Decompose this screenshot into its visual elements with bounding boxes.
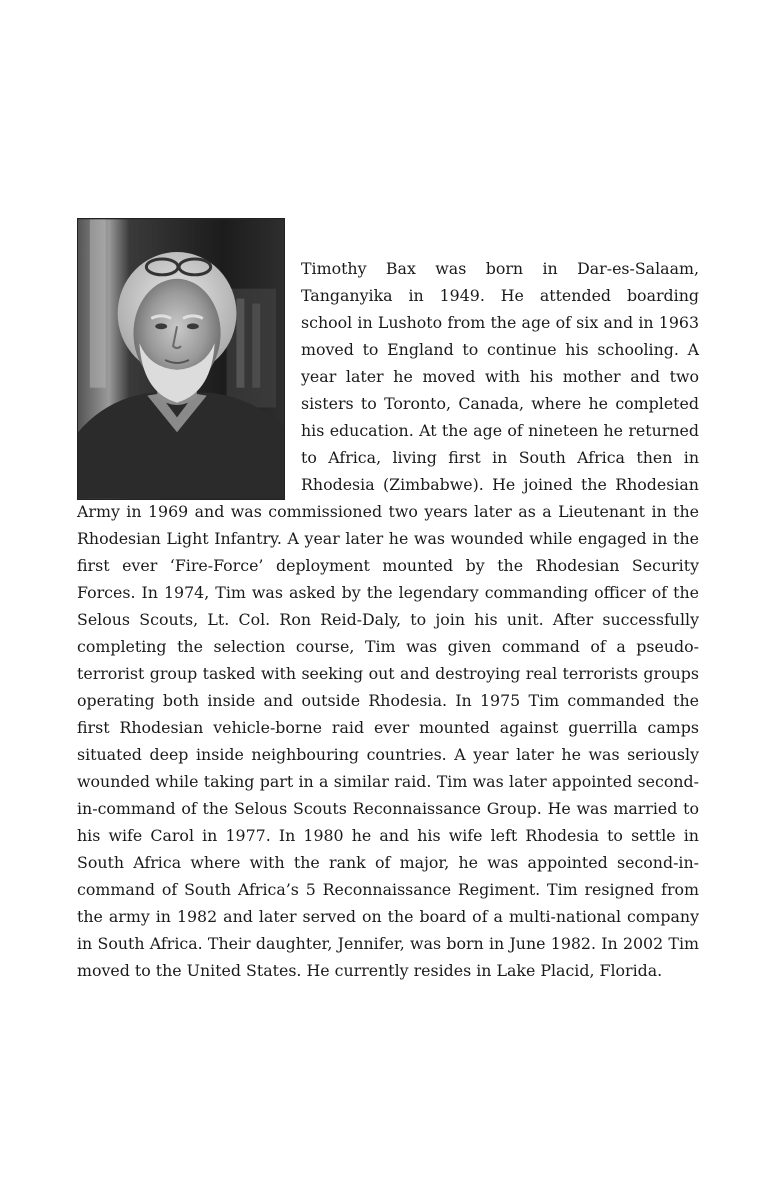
author-biography — [77, 255, 699, 984]
biography-text: Timothy Bax was born in Dar-es-Salaam, Tanganyika in 1949. He attended boarding school in Lushoto from the age of six and in 1963 moved to England to continue his schooling. A year later he moved with his mother and two sisters to Toronto, Canada, where he completed his education. At the age of nineteen he returned to Africa, living first in South Africa then in Rhodesia (Zimbabwe). He joined the Rhodesian Army in 1969 and was commissioned two years later as a Lieutenant in the Rhodesian Light Infantry. A year later he was wounded while engaged in the first ever ‘Fire-Force’ deployment mounted by the Rhodesian Security Forces. In 1974, Tim was asked by the legendary commanding officer of the Selous Scouts, Lt. Col. Ron Reid-Daly, to join his unit. After successfully completing the selection course, Tim was given command of a pseudo-terrorist group tasked with seeking out and destroying real terrorists groups operating both inside and outside Rhodesia. In 1975 Tim commanded the first Rhodesian vehicle-borne raid ever mounted against guerrilla camps situated deep inside neighbouring countries. A year later he was seriously wounded while taking part in a similar raid. Tim was later appointed second-in-command of the Selous Scouts Reconnaissance Group. He was married to his wife Carol in 1977. In 1980 he and his wife left Rhodesia to settle in South Africa where with the rank of major, he was appointed second-in-command of South Africa’s 5 Reconnaissance Regiment. Tim resigned from the army in 1982 and later served on the board of a multi-national company in South Africa. Their daughter, Jennifer, was born in June 1982. In 2002 Tim moved to the United States. He currently resides in Lake Placid, Florida. — [77, 259, 699, 980]
photo-wrap-spacer — [77, 255, 301, 498]
